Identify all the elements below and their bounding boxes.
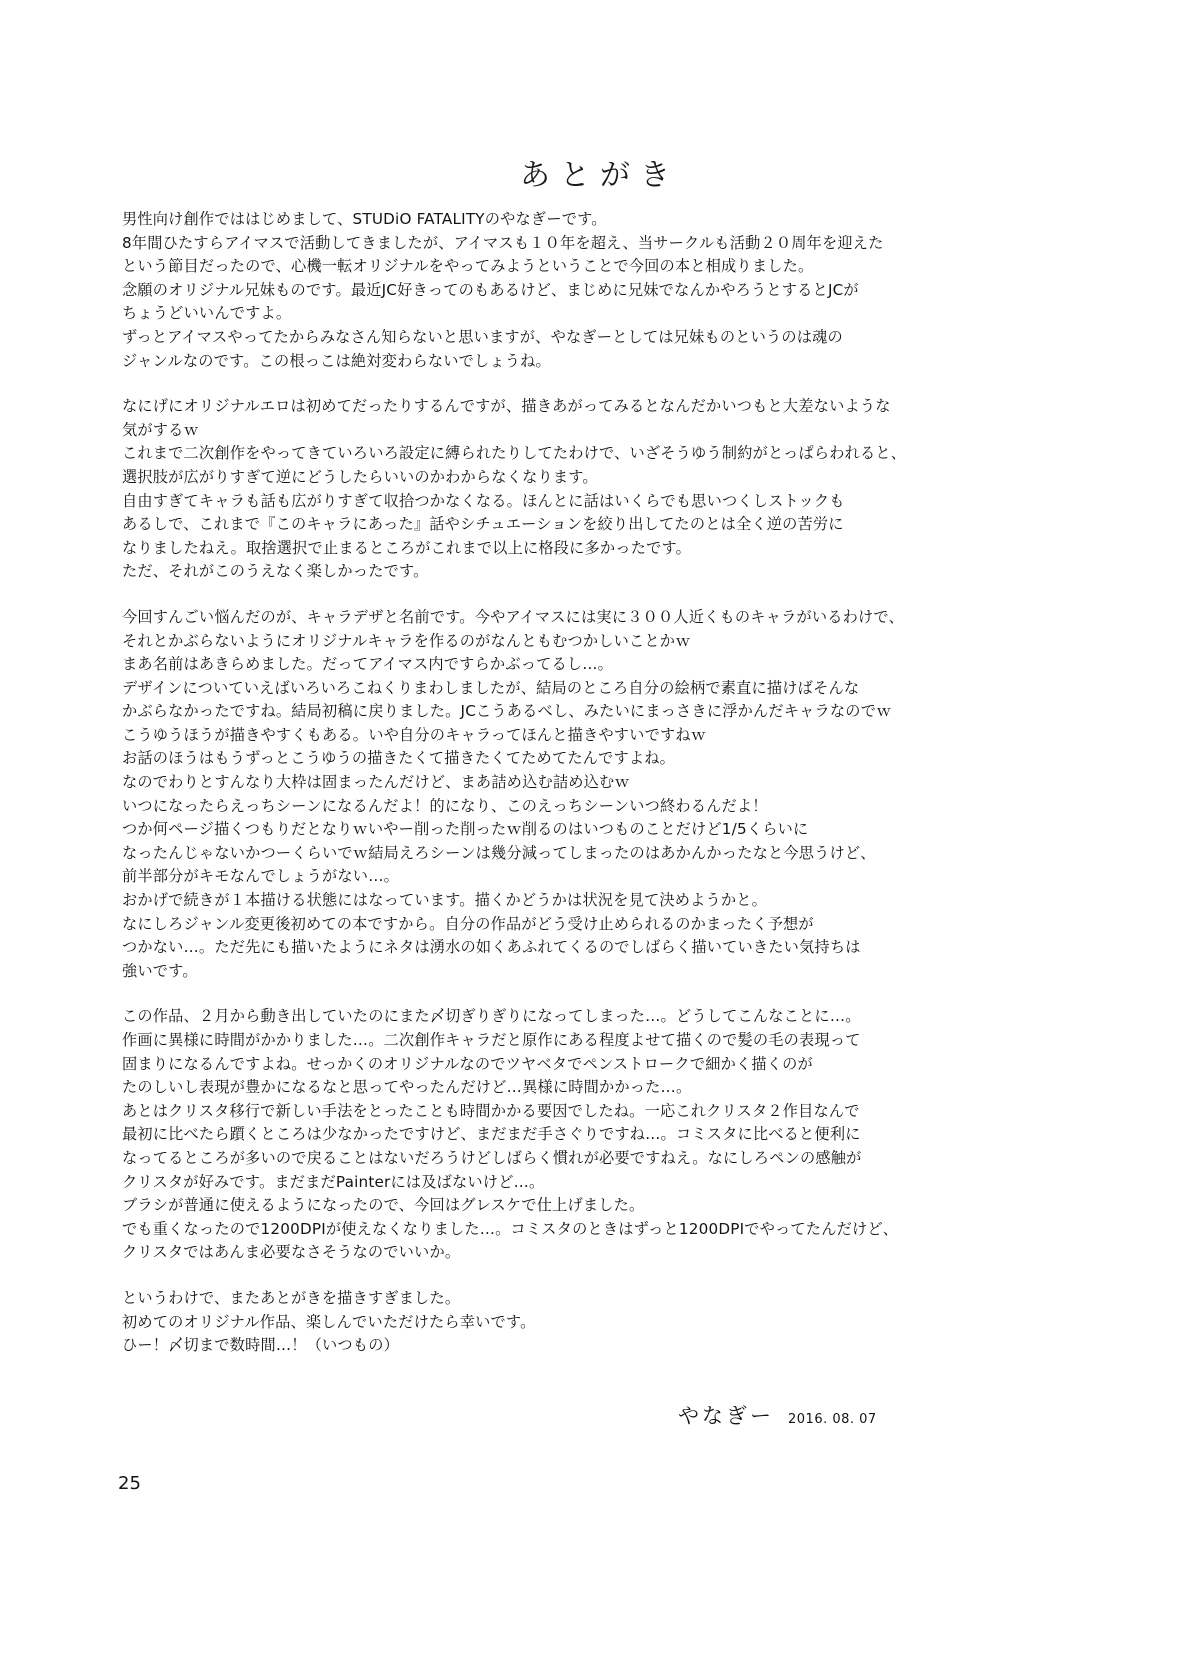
paragraph-line: これまで二次創作をやってきていろいろ設定に縛られたりしてたわけで、いざそうゆう制約がとっぱらわれると、 xyxy=(122,444,907,463)
paragraph-line: 男性向け創作でははじめまして、STUDiO FATALITYのやなぎーです。 xyxy=(122,210,607,228)
paragraph-line: ちょうどいいんですよ。 xyxy=(122,304,292,323)
paragraph-line: 固まりになるんですよね。せっかくのオリジナルなのでツヤベタでペンストロークで細かく描くのが xyxy=(122,1054,813,1073)
paragraph-line: なったんじゃないかつーくらいでｗ結局えろシーンは幾分減ってしまったのはあかんかったなと今思うけど、 xyxy=(122,843,876,862)
paragraph-line: かぶらなかったですね。結局初稿に戻りました。JCこうあるべし、みたいにまっさきに浮かんだキャラなのでｗ xyxy=(122,702,892,721)
paragraph-line: なのでわりとすんなり大枠は固まったんだけど、まあ詰め込む詰め込むｗ xyxy=(122,773,630,792)
paragraph-line: なにげにオリジナルエロは初めてだったりするんですが、描きあがってみるとなんだかいつもと大差ないような xyxy=(122,397,891,416)
signature-date: 2016. 08. 07 xyxy=(788,1412,877,1427)
page-number: 25 xyxy=(118,1473,141,1494)
paragraph-original-ero xyxy=(122,395,1082,584)
paragraph-line: それとかぶらないようにオリジナルキャラを作るのがなんともむつかしいことかｗ xyxy=(122,631,691,650)
paragraph-line: なりましたねえ。取捨選択で止まるところがこれまで以上に格段に多かったです。 xyxy=(122,538,692,557)
paragraph-line: こうゆうほうが描きやすくもある。いや自分のキャラってほんと描きやすいですねｗ xyxy=(122,725,707,744)
paragraph-line: お話のほうはもうずっとこうゆうの描きたくて描きたくてためてたんですよね。 xyxy=(122,749,676,768)
paragraph-production xyxy=(122,1005,1082,1265)
paragraph-line: ずっとアイマスやってたからみなさん知らないと思いますが、やなぎーとしては兄妹ものというのは魂の xyxy=(122,327,843,346)
paragraph-intro xyxy=(122,208,1082,373)
paragraph-line: この作品、２月から動き出していたのにまた〆切ぎりぎりになってしまった…。どうしてこんなことに…。 xyxy=(122,1007,861,1026)
paragraph-chara-design xyxy=(122,606,1082,984)
paragraph-line: 初めてのオリジナル作品、楽しんでいただけたら幸いです。 xyxy=(122,1312,536,1331)
paragraph-line: 自由すぎてキャラも話も広がりすぎて収拾つかなくなる。ほんとに話はいくらでも思いつくしストックも xyxy=(122,491,845,510)
paragraph-line: 8年間ひたすらアイマスで活動してきましたが、アイマスも１０年を超え、当サークルも活動２０周年を迎えた xyxy=(122,233,884,252)
paragraph-line: あとはクリスタ移行で新しい手法をとったことも時間かかる要因でしたね。一応これクリスタ２作目なんで xyxy=(122,1101,860,1120)
paragraph-line: 気がするｗ xyxy=(122,420,199,439)
paragraph-line: 作画に異様に時間がかかりました…。二次創作キャラだと原作にある程度よせて描くので髪の毛の表現って xyxy=(122,1031,861,1049)
paragraph-line: つかない…。ただ先にも描いたようにネタは湧水の如くあふれてくるのでしばらく描いていきたい気持ちは xyxy=(122,938,861,957)
paragraph-line: 今回すんごい悩んだのが、キャラデザと名前です。今やアイマスには実に３００人近くものキャラがいるわけで、 xyxy=(122,607,904,626)
afterword-body xyxy=(122,208,1082,1358)
paragraph-line: ひー！〆切まで数時間…！（いつもの） xyxy=(122,1336,399,1355)
paragraph-line: クリスタが好みです。まだまだPainterには及ばないけど…。 xyxy=(122,1172,545,1191)
paragraph-line: でも重くなったので1200DPIが使えなくなりました…。コミスタのときはずっと1200DPIでやってたんだけど、 xyxy=(122,1219,899,1238)
paragraph-closing xyxy=(122,1287,1082,1358)
paragraph-line: あるしで、これまで『このキャラにあった』話やシチュエーションを絞り出してたのとは全く逆の苦労に xyxy=(122,515,844,534)
paragraph-line: という節目だったので、心機一転オリジナルをやってみようということで今回の本と相成りました。 xyxy=(122,257,814,276)
paragraph-line: つか何ページ描くつもりだとなりｗいやー削った削ったｗ削るのはいつものことだけど1/5くらいに xyxy=(122,820,809,839)
paragraph-line: まあ名前はあきらめました。だってアイマス内ですらかぶってるし…。 xyxy=(122,655,614,674)
signature xyxy=(678,1400,877,1430)
paragraph-line: たのしいし表現が豊かになるなと思ってやったんだけど…異様に時間かかった…。 xyxy=(122,1078,692,1097)
paragraph-line: 念願のオリジナル兄妹ものです。最近JC好きってのもあるけど、まじめに兄妹でなんかやろうとするとJCが xyxy=(122,280,859,299)
paragraph-line: 最初に比べたら躓くところは少なかったですけど、まだまだ手さぐりですね…。コミスタに比べると便利に xyxy=(122,1125,861,1144)
page-title: あとがき xyxy=(520,158,680,193)
paragraph-line: 前半部分がキモなんでしょうがない…。 xyxy=(122,867,399,886)
paragraph-line: いつになったらえっちシーンになるんだよ！的になり、このえっちシーンいつ終わるんだよ！ xyxy=(122,796,768,815)
paragraph-line: なってるところが多いので戻ることはないだろうけどしばらく慣れが必要ですねえ。なにしろペンの感触が xyxy=(122,1148,862,1167)
paragraph-line: おかげで続きが１本描ける状態にはなっています。描くかどうかは状況を見て決めようかと。 xyxy=(122,891,768,910)
paragraph-line: ジャンルなのです。この根っこは絶対変わらないでしょうね。 xyxy=(122,351,551,370)
paragraph-line: 選択肢が広がりすぎて逆にどうしたらいいのかわからなくなります。 xyxy=(122,467,598,486)
paragraph-line: デザインについていえばいろいろこねくりまわしましたが、結局のところ自分の絵柄で素直に描けばそんな xyxy=(122,678,860,697)
paragraph-line: なにしろジャンル変更後初めての本ですから。自分の作品がどう受け止められるのかまったく予想が xyxy=(122,914,814,933)
paragraph-line: ただ、それがこのうえなく楽しかったです。 xyxy=(122,562,429,581)
author-name: やなぎー xyxy=(678,1404,774,1428)
paragraph-line: というわけで、またあとがきを描きすぎました。 xyxy=(122,1288,461,1307)
paragraph-line: ブラシが普通に使えるようになったので、今回はグレスケで仕上げました。 xyxy=(122,1196,645,1215)
paragraph-line: クリスタではあんま必要なさそうなのでいいか。 xyxy=(122,1243,461,1262)
paragraph-line: 強いです。 xyxy=(122,961,198,980)
